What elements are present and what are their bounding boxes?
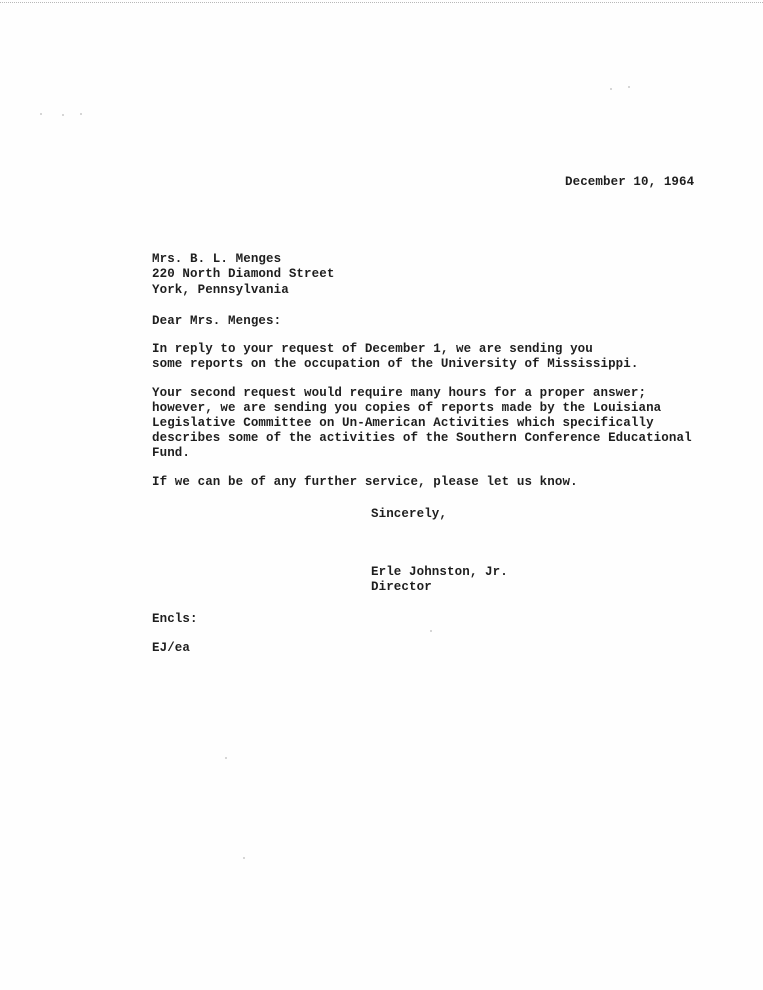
recipient-city: York, Pennsylvania [152,283,289,297]
paragraph-1-line: In reply to your request of December 1, we are sending you [152,342,593,356]
letter-date: December 10, 1964 [565,175,695,189]
scan-speck [610,88,612,90]
scan-speck [628,86,630,88]
scan-speck [430,630,432,632]
paragraph-1-line: some reports on the occupation of the University of Mississippi. [152,357,639,371]
complimentary-closing: Sincerely, [371,507,448,521]
scan-speck [62,114,64,116]
scan-speck [243,857,245,859]
signer-name: Erle Johnston, Jr. [371,565,508,579]
enclosures-note: Encls: [152,612,198,626]
paragraph-2-line: Fund. [152,446,191,460]
reference-initials: EJ/ea [152,641,191,655]
recipient-name: Mrs. B. L. Menges [152,252,282,266]
scan-speck [225,757,227,759]
paragraph-2-line: describes some of the activities of the Southern Conference Educational [152,431,692,445]
salutation: Dear Mrs. Menges: [152,314,282,328]
paragraph-2-line: however, we are sending you copies of reports made by the Louisiana [152,401,662,415]
page-top-edge [0,2,763,3]
paragraph-2-line: Legislative Committee on Un-American Activities which specifically [152,416,654,430]
recipient-street: 220 North Diamond Street [152,267,335,281]
paragraph-2-line: Your second request would require many hours for a proper answer; [152,386,647,400]
scan-speck [40,113,42,115]
scan-speck [80,113,82,115]
paragraph-3: If we can be of any further service, please let us know. [152,475,578,489]
signer-title: Director [371,580,432,594]
